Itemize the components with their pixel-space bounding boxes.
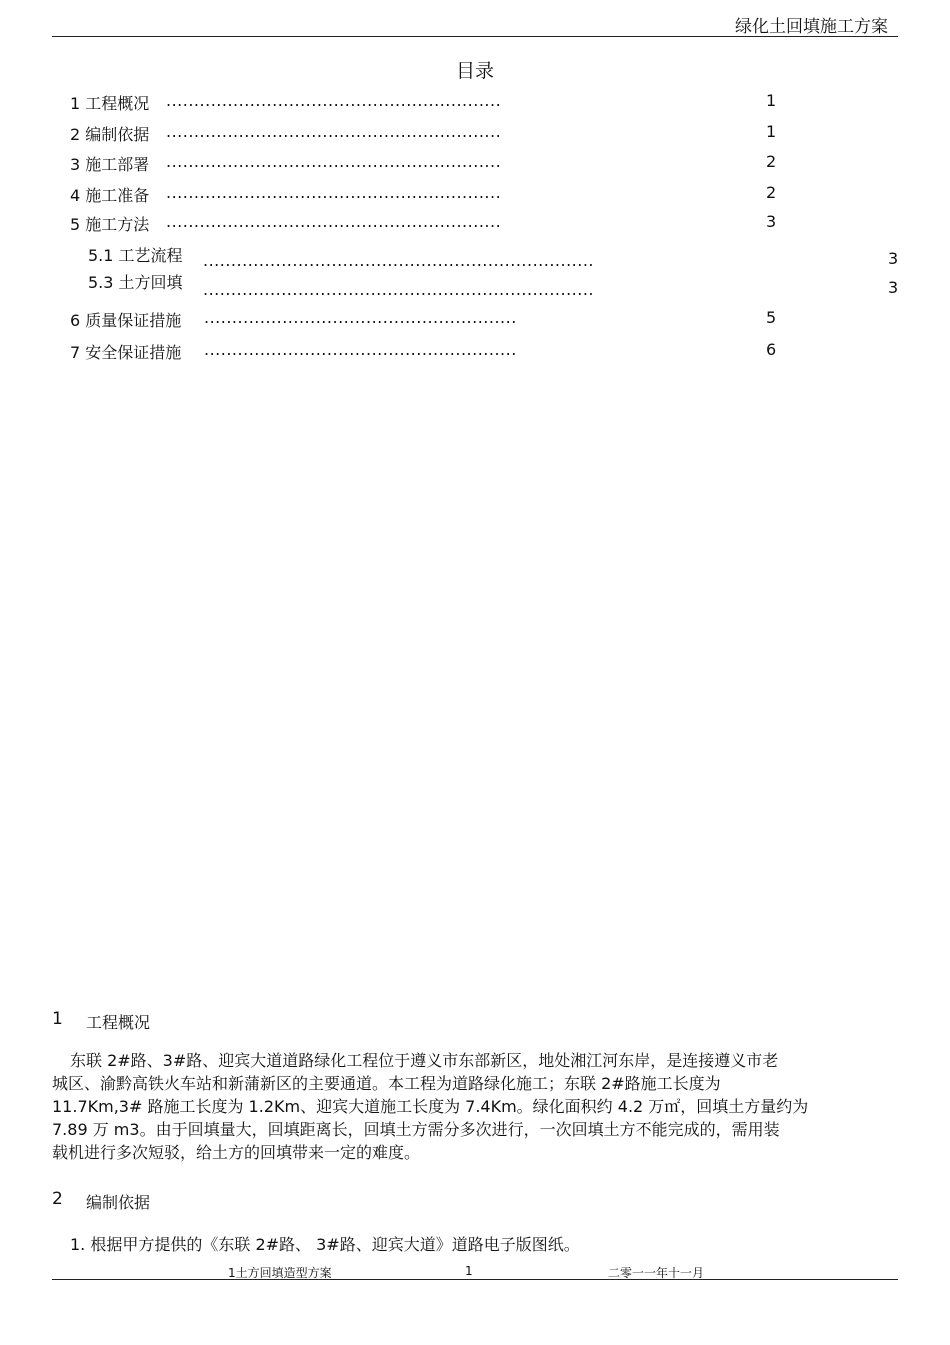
toc-entry-leader: ............................................................ — [166, 212, 502, 231]
toc-entry-label: 3 施工部署 — [70, 155, 150, 174]
footer-date: 二零一一年十一月 — [608, 1266, 705, 1280]
toc-entry-label: 5.1 工艺流程 — [88, 246, 183, 265]
toc-entry-page: 3 — [766, 212, 777, 231]
toc-entry-page: 3 — [888, 278, 899, 297]
toc-entry-label: 7 安全保证措施 — [70, 343, 182, 362]
toc-entry-label: 5.3 土方回填 — [88, 273, 183, 292]
footer-divider — [52, 1279, 898, 1280]
section-heading: 工程概况 — [86, 1013, 151, 1032]
toc-entry-leader: ............................................................ — [166, 183, 502, 202]
toc-entry-leader: ........................................................ — [204, 308, 517, 327]
toc-entry-label: 1 工程概况 — [70, 94, 150, 113]
toc-entry-leader: ............................................................ — [166, 152, 502, 171]
list-item: 1. 根据甲方提供的《东联 2#路、 3#路、迎宾大道》道路电子版图纸。 — [70, 1235, 580, 1254]
body-line: 7.89 万 m3。由于回填量大，回填距离长，回填土方需分多次进行，一次回填土方不能完成的，需用装 — [52, 1120, 780, 1139]
toc-entry-page: 5 — [766, 308, 777, 327]
footer-doc-title: 1土方回填造型方案 — [228, 1266, 332, 1280]
toc-entry-page: 1 — [766, 91, 777, 110]
body-line: 11.7Km,3# 路施工长度为 1.2Km、迎宾大道施工长度为 7.4Km。绿化面积约 4.2 万㎡，回填土方量约为 — [52, 1097, 809, 1116]
section-number: 1 — [52, 1009, 63, 1029]
toc-entry-page: 2 — [766, 183, 777, 202]
toc-entry-label: 2 编制依据 — [70, 125, 150, 144]
toc-entry-leader: ........................................................ — [204, 340, 517, 359]
toc-entry-page: 6 — [766, 340, 777, 359]
section-heading: 编制依据 — [86, 1193, 151, 1212]
section-number: 2 — [52, 1189, 63, 1209]
toc-entry-label: 4 施工准备 — [70, 186, 150, 205]
body-line: 东联 2#路、3#路、迎宾大道道路绿化工程位于遵义市东部新区，地处湘江河东岸，是连接遵义市老 — [70, 1051, 779, 1070]
body-line: 载机进行多次短驳，给土方的回填带来一定的难度。 — [52, 1143, 421, 1162]
toc-entry-page: 3 — [888, 249, 899, 268]
toc-entry-leader: ............................................................ — [166, 91, 502, 110]
toc-entry-leader: ............................................................ — [166, 122, 502, 141]
toc-entry-label: 6 质量保证措施 — [70, 311, 182, 330]
footer-page-number: 1 — [465, 1264, 473, 1278]
toc-entry-label: 5 施工方法 — [70, 215, 150, 234]
section-body — [52, 1049, 898, 1164]
header-divider — [52, 36, 898, 37]
header-title: 绿化土回填施工方案 — [735, 17, 888, 37]
toc-entry-leader: ...................................................................... — [203, 280, 595, 299]
toc-title: 目录 — [455, 60, 494, 82]
toc-entry-leader: ...................................................................... — [203, 251, 595, 270]
body-line: 城区、渝黔高铁火车站和新蒲新区的主要通道。本工程为道路绿化施工；东联 2#路施工长度为 — [52, 1074, 721, 1093]
toc-entry-page: 1 — [766, 122, 777, 141]
toc-entry-page: 2 — [766, 152, 777, 171]
section-body — [70, 1233, 916, 1256]
